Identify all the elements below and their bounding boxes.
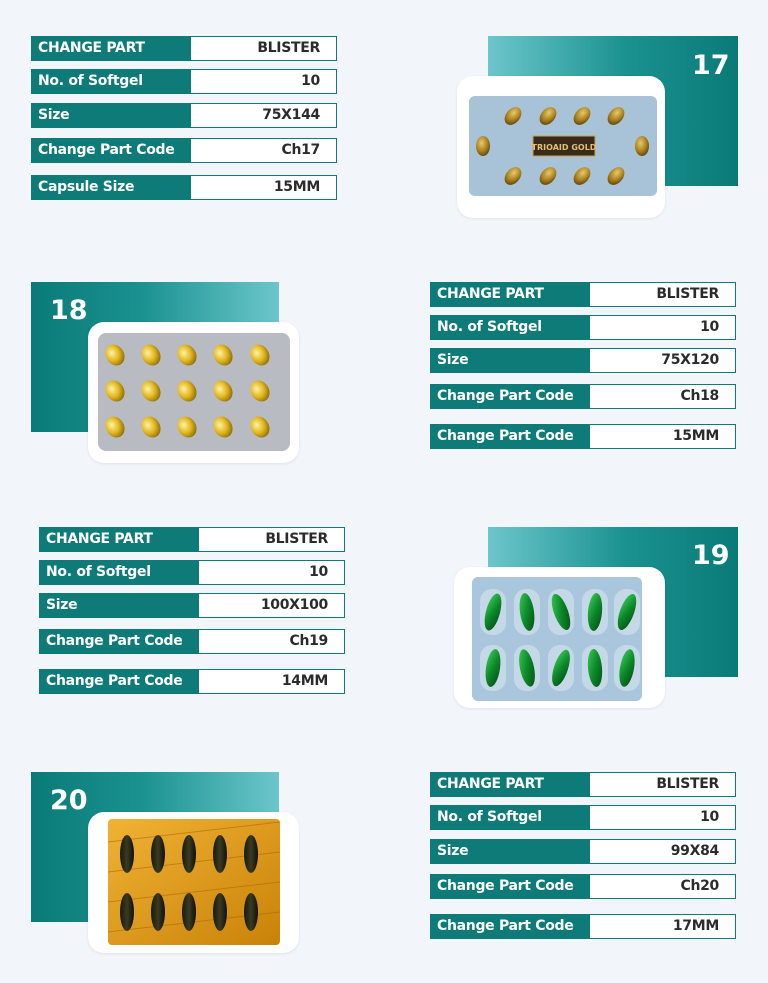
spec-label: Change Part Code xyxy=(430,424,590,449)
spec-label: Change Part Code xyxy=(430,874,590,899)
spec-row xyxy=(430,348,736,373)
spec-value: 75X144 xyxy=(191,103,337,128)
spec-label: CHANGE PART xyxy=(39,527,199,552)
spec-row xyxy=(430,839,736,864)
spec-value: 10 xyxy=(191,69,337,94)
spec-label: Change Part Code xyxy=(430,384,590,409)
blister-pack-image xyxy=(457,76,665,218)
blister-pack-image xyxy=(454,567,665,708)
spec-row xyxy=(31,69,337,94)
spec-value: BLISTER xyxy=(199,527,345,552)
spec-table-18 xyxy=(430,282,736,449)
spec-row xyxy=(430,874,736,899)
spec-label: No. of Softgel xyxy=(430,315,590,340)
section-number-20: 20 xyxy=(50,785,88,816)
softgel-right xyxy=(635,136,649,156)
spec-value: Ch19 xyxy=(199,629,345,654)
spec-value: 10 xyxy=(199,560,345,585)
spec-label: Capsule Size xyxy=(31,175,191,200)
spec-row xyxy=(39,629,345,654)
spec-value: BLISTER xyxy=(590,772,736,797)
spec-value: 17MM xyxy=(590,914,736,939)
spec-label: CHANGE PART xyxy=(430,772,590,797)
softgel-left xyxy=(476,136,490,156)
spec-row xyxy=(31,103,337,128)
blister-pack-image xyxy=(88,812,299,953)
spec-row xyxy=(430,424,736,449)
section-number-18: 18 xyxy=(50,295,88,326)
spec-label: Change Part Code xyxy=(39,669,199,694)
spec-value: 75X120 xyxy=(590,348,736,373)
spec-label: Size xyxy=(430,839,590,864)
spec-value: BLISTER xyxy=(191,36,337,61)
spec-value: Ch18 xyxy=(590,384,736,409)
spec-table-17 xyxy=(31,36,337,200)
product-photo-18 xyxy=(88,322,299,463)
spec-table-19 xyxy=(39,527,345,694)
spec-row xyxy=(430,315,736,340)
spec-label: Change Part Code xyxy=(430,914,590,939)
spec-table-20 xyxy=(430,772,736,939)
spec-value: 15MM xyxy=(590,424,736,449)
spec-row xyxy=(430,384,736,409)
spec-label: CHANGE PART xyxy=(430,282,590,307)
spec-row xyxy=(31,138,337,163)
spec-label: Change Part Code xyxy=(39,629,199,654)
spec-value: 10 xyxy=(590,315,736,340)
spec-label: No. of Softgel xyxy=(39,560,199,585)
spec-value: 15MM xyxy=(191,175,337,200)
spec-label: CHANGE PART xyxy=(31,36,191,61)
spec-row xyxy=(39,593,345,618)
spec-row xyxy=(430,805,736,830)
brand-label-text: TRIOAID GOLD xyxy=(531,143,597,152)
softgel-row-top xyxy=(480,589,640,635)
spec-row xyxy=(430,282,736,307)
spec-row xyxy=(39,560,345,585)
spec-value: BLISTER xyxy=(590,282,736,307)
spec-row xyxy=(31,175,337,200)
spec-value: Ch17 xyxy=(191,138,337,163)
spec-row xyxy=(39,669,345,694)
spec-label: No. of Softgel xyxy=(31,69,191,94)
section-number-17: 17 xyxy=(692,50,730,81)
spec-label: Change Part Code xyxy=(31,138,191,163)
spec-value: 10 xyxy=(590,805,736,830)
softgel-row-bottom xyxy=(480,645,640,691)
spec-value: Ch20 xyxy=(590,874,736,899)
section-number-19: 19 xyxy=(692,540,730,571)
spec-row xyxy=(39,527,345,552)
product-photo-17 xyxy=(457,76,665,218)
spec-label: Size xyxy=(31,103,191,128)
spec-label: Size xyxy=(39,593,199,618)
spec-label: No. of Softgel xyxy=(430,805,590,830)
product-photo-20 xyxy=(88,812,299,953)
product-photo-19 xyxy=(454,567,665,708)
spec-value: 100X100 xyxy=(199,593,345,618)
spec-value: 14MM xyxy=(199,669,345,694)
spec-label: Size xyxy=(430,348,590,373)
spec-row xyxy=(430,914,736,939)
blister-pack-image xyxy=(88,322,299,463)
spec-value: 99X84 xyxy=(590,839,736,864)
spec-row xyxy=(430,772,736,797)
spec-row xyxy=(31,36,337,61)
